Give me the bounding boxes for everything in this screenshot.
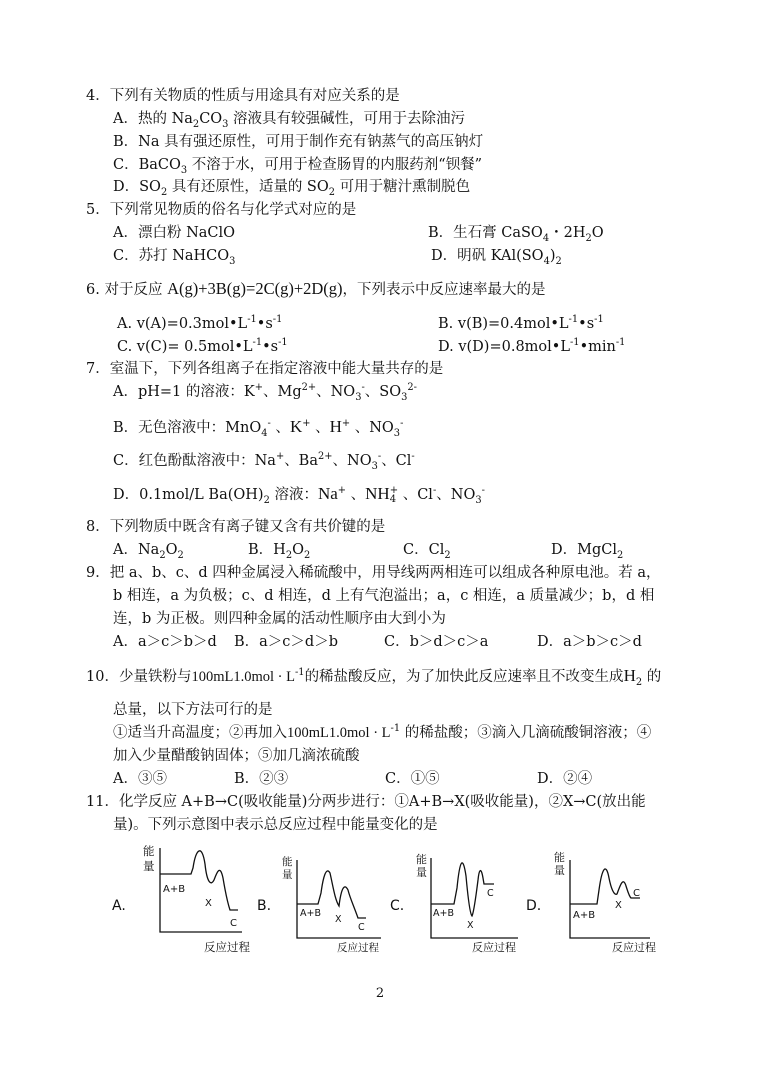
q4-stem: 4．下列有关物质的性质与用途具有对应关系的是	[86, 88, 400, 104]
q9-option-c: C．b＞d＞c＞a	[384, 634, 489, 650]
diagram-d-ylabel-1: 能	[554, 851, 565, 864]
diagram-d-label-mid: X	[615, 900, 622, 911]
diagram-d	[570, 860, 650, 938]
diagram-b	[297, 860, 381, 938]
diagram-d-label-start: A+B	[573, 910, 596, 921]
diagram-a-option: A.	[112, 898, 126, 914]
diagram-a-label-end: C	[230, 918, 237, 929]
q6-option-a: A. $v(A)=0.3mol•L^{-1}•s^{-1}$	[117, 314, 283, 332]
q10-line-2: 总量，以下方法可行的是	[113, 702, 273, 718]
q5-option-d: D．明矾 $KAl(SO_4)_2$	[431, 248, 562, 267]
q11-line-2: 量)。下列示意图中表示总反应过程中能量变化的是	[113, 817, 438, 833]
diagram-a-label-start: A+B	[163, 884, 186, 895]
diagram-c-ylabel-2: 量	[416, 866, 427, 879]
q5-option-b: B．生石膏 CaSO$_4$・$2H_2O$	[428, 225, 604, 244]
q10-line-4: 加入少量醋酸钠固体；⑤加几滴浓硫酸	[113, 748, 360, 764]
q11-line-1: 11．化学反应 A+B→C(吸收能量)分两步进行：①A+B→X(吸收能量)，②X→C(放出能	[86, 794, 646, 810]
diagram-a-label-mid: X	[205, 898, 212, 909]
diagram-b-label-start: A+B	[300, 908, 321, 919]
q5-stem: 5．下列常见物质的俗名与化学式对应的是	[86, 202, 357, 218]
diagram-b-label-end: C	[358, 922, 365, 933]
q10-line-3: ①适当升高温度；②再加入$100mL1.0mol \cdot L^{-1}$ 的稀盐酸；③滴入几滴硫酸铜溶液；④	[113, 723, 652, 741]
diagram-a-ylabel-2: 量	[143, 859, 155, 873]
diagram-c-label-end: C	[487, 888, 494, 899]
q7-option-a: A．pH=1 的溶液：K+、$Mg^{2+}$、$NO_3^-$、$SO_3^{2-}$	[113, 382, 417, 403]
q9-line-2: b 相连，a 为负极；c、d 相连，d 上有气泡溢出；a，c 相连，a 质量减少；b，d 相	[113, 588, 655, 604]
q9-line-1: 9．把 a、b、c、d 四种金属浸入稀硫酸中，用导线两两相连可以组成各种原电池。若 a，	[86, 565, 661, 581]
diagram-a-xlabel: 反应过程	[204, 940, 250, 954]
q6-option-d: D. $v(D)=0.8mol•L^{-1}•\min^{-1}$	[438, 337, 626, 355]
q4-option-a: A．热的 $Na_2CO_3$ 溶液具有较强碱性，可用于去除油污	[113, 111, 466, 130]
diagram-a-ylabel-1: 能	[143, 844, 155, 858]
q7-option-d: D．0.1mol/L $Ba(OH)_2$ 溶液：Na+ 、NH + 4 、Cl-、$NO_3^-$	[113, 484, 485, 506]
diagram-b-ylabel-1: 能	[282, 856, 293, 868]
q5-option-a: A．漂白粉 NaClO	[113, 225, 236, 241]
energy-diagrams	[0, 838, 760, 968]
q8-stem: 8．下列物质中既含有离子键又含有共价键的是	[86, 519, 386, 535]
q10-option-c: C．①⑤	[385, 771, 440, 787]
q10-option-a: A．③⑤	[113, 771, 167, 787]
q9-option-b: B．a＞c＞d＞b	[234, 634, 338, 650]
q10-option-b: B．②③	[234, 771, 289, 787]
q10-line-1: 10．少量铁粉与$100mL1.0mol \cdot L^{-1}$的稀盐酸反应，为了加快此反应速率且不改变生成$H_2$ 的	[86, 666, 662, 688]
q8-option-d: D．MgCl$_2$	[551, 542, 624, 561]
q6-option-b: B. $v(B)=0.4mol•L^{-1}•s^{-1}$	[438, 314, 604, 332]
page-number: 2	[375, 986, 385, 1001]
q9-option-d: D．a＞b＞c＞d	[537, 634, 642, 650]
q7-stem: 7．室温下，下列各组离子在指定溶液中能大量共存的是	[86, 361, 444, 377]
diagram-c-label-mid: X	[467, 920, 474, 931]
diagram-b-xlabel: 反应过程	[337, 942, 379, 954]
q9-option-a: A．a＞c＞b＞d	[113, 634, 217, 650]
q5-option-c: C．苏打 NaHCO$_3$	[113, 248, 236, 267]
diagram-d-label-end: C	[633, 888, 640, 899]
q6-stem: 6. 对于反应 A(g)+3B(g)=2C(g)+2D(g)，下列表示中反应速率最大的是	[86, 279, 546, 298]
diagram-d-xlabel: 反应过程	[612, 941, 656, 954]
diagram-d-curve	[570, 869, 640, 904]
diagram-b-ylabel-2: 量	[282, 869, 293, 881]
diagram-c-ylabel-1: 能	[416, 853, 427, 866]
q7-option-c: C．红色酚酞溶液中：Na+、$Ba^{2+}$、$NO_3^-$、Cl-	[113, 451, 415, 472]
q8-option-c: C．$Cl_2$	[403, 542, 451, 561]
q6-equation: A(g)+3B(g)=2C(g)+2D(g)	[167, 279, 343, 298]
diagram-c	[431, 858, 518, 938]
diagram-b-label-mid: X	[335, 914, 342, 925]
diagram-a-curve	[160, 851, 238, 910]
diagram-d-option: D.	[526, 898, 542, 914]
diagram-c-xlabel: 反应过程	[472, 941, 516, 954]
q4-option-b: B．Na 具有强还原性，可用于制作充有钠蒸气的高压钠灯	[113, 134, 484, 150]
q7-option-b: B．无色溶液中：MnO$_4$- 、K+ 、H+ 、$NO_3^-$	[113, 417, 404, 439]
diagram-c-label-start: A+B	[433, 908, 454, 919]
q9-line-3: 连，b 为正极。则四种金属的活动性顺序由大到小为	[113, 611, 446, 627]
diagram-c-axes	[431, 858, 518, 938]
q10-option-d: D．②④	[537, 771, 593, 787]
q4-option-c: C．BaCO$_3$ 不溶于水，可用于检查肠胃的内服药剂“钡餐”	[113, 157, 483, 176]
diagram-d-axes	[570, 860, 650, 938]
q4-option-d: D．$SO_2$ 具有还原性，适量的 $SO_2$ 可用于糖汁熏制脱色	[113, 179, 471, 198]
q8-option-b: B．$H_2O_2$	[248, 542, 311, 561]
q8-option-a: A．$Na_2O_2$	[113, 542, 184, 561]
q6-option-c: C. $v(C)= 0.5mol•L^{-1}•s^{-1}$	[117, 337, 288, 355]
diagram-d-ylabel-2: 量	[554, 864, 565, 877]
diagram-c-option: C.	[390, 898, 405, 914]
diagram-b-option: B.	[257, 898, 272, 914]
diagram-b-axes	[297, 860, 381, 938]
